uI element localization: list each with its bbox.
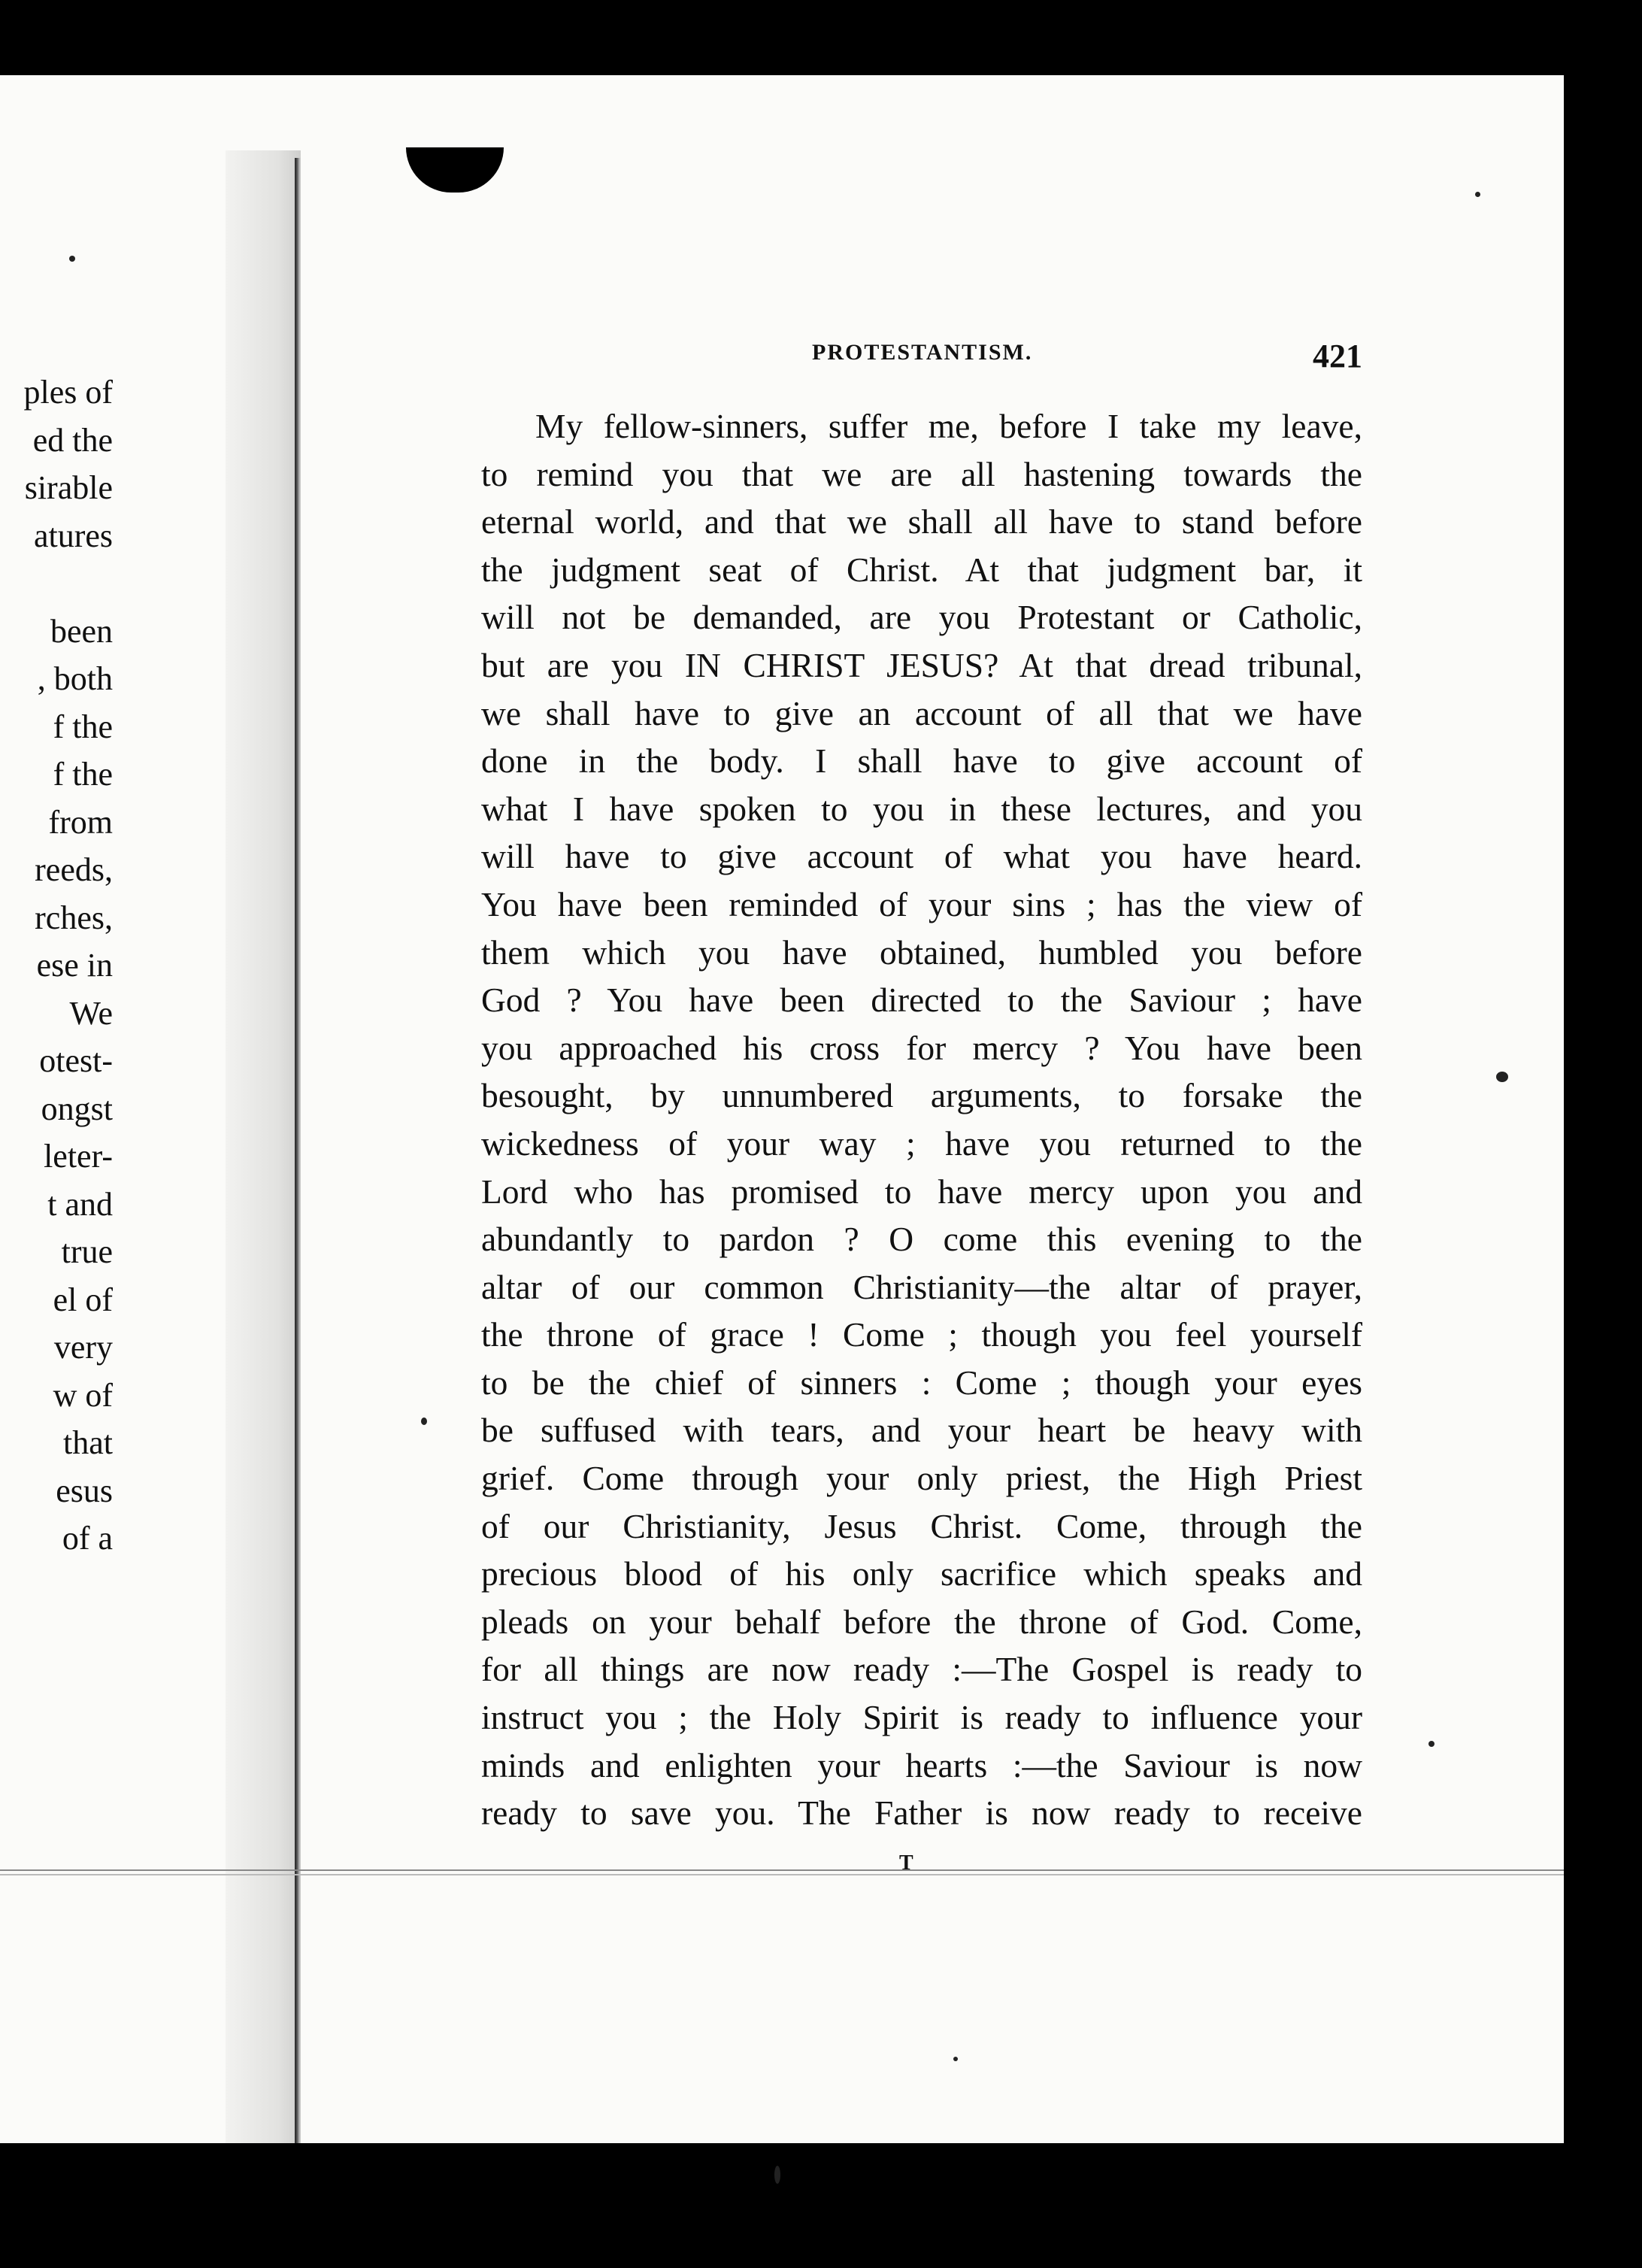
fragment-line: reeds, [35, 851, 113, 888]
fragment-line: sirable [24, 469, 113, 506]
fragment-line: rches, [35, 899, 113, 936]
fragment-line: ed the [32, 421, 113, 459]
text-line: grief. Come through your only priest, the High Priest [481, 1459, 1362, 1498]
text-line: done in the body. I shall have to give account of [481, 741, 1362, 781]
fragment-line: f the [53, 756, 113, 793]
text-line: for all things are now ready :—The Gospel is ready to [481, 1650, 1362, 1689]
text-line: eternal world, and that we shall all have to stand before [481, 502, 1362, 541]
text-line: the throne of grace ! Come ; though you feel yourself [481, 1315, 1362, 1354]
text-line: we shall have to give an account of all that we have [481, 693, 1362, 732]
fragment-line: f the [53, 708, 113, 745]
text-line: will not be demanded, are you Protestant or Catholic, [481, 598, 1362, 637]
text-line: ready to save you. The Father is now ready to receive [481, 1793, 1362, 1833]
scan-speck [1475, 192, 1480, 197]
text-line: them which you have obtained, humbled you before [481, 932, 1362, 972]
text-line: besought, by unnumbered arguments, to forsake the [481, 1076, 1362, 1115]
fragment-line: esus [56, 1472, 113, 1509]
text-line: the judgment seat of Christ. At that judgment bar, it [481, 550, 1362, 589]
page-tear [406, 147, 504, 193]
running-head: PROTESTANTISM. [812, 340, 1033, 365]
text-line: abundantly to pardon ? O come this evening to the [481, 1220, 1362, 1259]
text-line: of our Christianity, Jesus Christ. Come, through the [481, 1506, 1362, 1545]
fragment-line: been [50, 612, 113, 650]
gutter-shadow [226, 150, 301, 2241]
text-line: altar of our common Christianity—the altar of prayer, [481, 1267, 1362, 1306]
small-caps-phrase: IN CHRIST JESUS [684, 645, 984, 684]
scan-speck [1496, 1072, 1508, 1082]
text-line [481, 641, 1362, 690]
text-line: God ? You have been directed to the Saviour ; have [481, 981, 1362, 1020]
text-line: wickedness of your way ; have you returned to the [481, 1123, 1362, 1163]
fragment-line: from [48, 803, 113, 841]
text-line: You have been reminded of your sins ; has the view of [481, 884, 1362, 923]
text-line: pleads on your behalf before the throne of God. Come, [481, 1602, 1362, 1641]
fragment-line: ongst [41, 1090, 113, 1127]
fragment-line: very [53, 1329, 113, 1366]
scan-speck [953, 2057, 958, 2061]
scan-speck [1428, 1741, 1434, 1747]
text-line: minds and enlighten your hearts :—the Saviour is now [481, 1745, 1362, 1784]
text-line: My fellow-sinners, suffer me, before I take my leave, [535, 407, 1362, 445]
text-line: to be the chief of sinners : Come ; though your eyes [481, 1363, 1362, 1402]
text-line: instruct you ; the Holy Spirit is ready to influence your [481, 1698, 1362, 1737]
previous-page-fragment [0, 368, 113, 1563]
fragment-line: t and [47, 1185, 113, 1223]
fragment-line: ese in [36, 947, 113, 984]
text-line: you approached his cross for mercy ? You have been [481, 1028, 1362, 1067]
scan-speck [774, 2166, 780, 2184]
body-text [481, 402, 1362, 1837]
text-line: will have to give account of what you have heard. [481, 837, 1362, 876]
fragment-line: We [69, 994, 113, 1032]
scan-border-right [1564, 0, 1642, 2268]
fragment-line: that [63, 1424, 113, 1461]
fragment-line: , both [37, 660, 113, 697]
scan-speck [69, 256, 75, 262]
binding-edge [295, 158, 301, 2188]
text-segment: but are you [481, 645, 663, 684]
text-line: what I have spoken to you in these lectures, and you [481, 789, 1362, 828]
fragment-line: leter- [44, 1138, 113, 1175]
fragment-line: true [61, 1233, 113, 1270]
fragment-line: of a [62, 1520, 113, 1557]
fragment-line [0, 559, 113, 608]
text-line: to remind you that we are all hastening towards the [481, 454, 1362, 493]
text-segment: ? At that dread tribunal, [983, 645, 1363, 684]
fragment-line: atures [33, 517, 113, 554]
text-line: be suffused with tears, and your heart be heavy with [481, 1411, 1362, 1450]
page-bottom-rule [0, 1869, 1564, 1875]
scan-border-top [0, 0, 1642, 75]
text-line: precious blood of his only sacrifice which speaks and [481, 1554, 1362, 1593]
fragment-line: el of [53, 1281, 113, 1318]
fragment-line: ples of [23, 374, 113, 411]
page-number: 421 [1313, 338, 1362, 374]
text-line: Lord who has promised to have mercy upon you and [481, 1172, 1362, 1211]
page-header [481, 337, 1362, 379]
fragment-line: otest- [39, 1042, 113, 1079]
scan-border-bottom [0, 2143, 1642, 2268]
signature-mark: T [899, 1851, 913, 1875]
fragment-line: w of [53, 1376, 113, 1414]
scan-speck [421, 1418, 427, 1425]
